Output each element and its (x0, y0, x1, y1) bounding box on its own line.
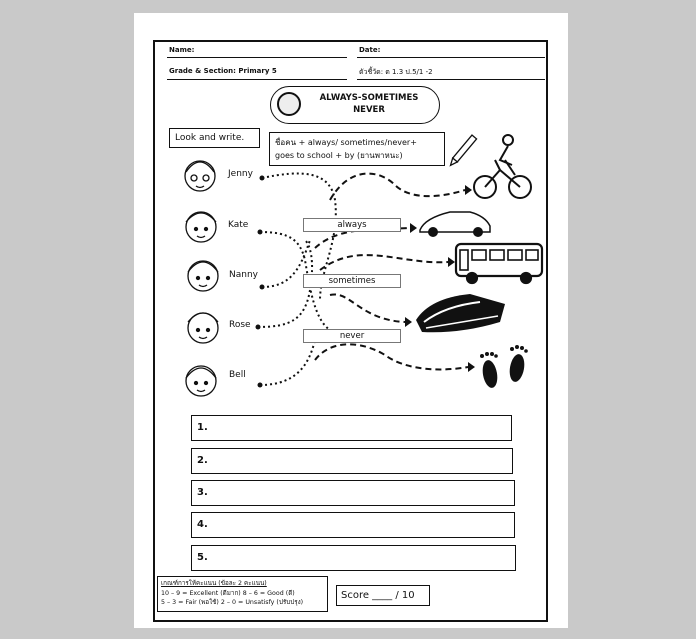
criteria-box (157, 576, 328, 612)
indicator-label: ตัวชี้วัด: ต 1.3 ป.5/1 -2 (359, 68, 433, 76)
word-sometimes: sometimes (303, 274, 401, 288)
title-line-2: NEVER (353, 105, 385, 115)
criteria-line-2: 5 – 3 = Fair (พอใช้) 2 – 0 = Unsatisfy (ปรับปรุง) (161, 599, 304, 606)
answer-number-3: 3. (197, 487, 208, 498)
car-icon (420, 212, 490, 237)
person-name-rose: Rose (229, 320, 251, 330)
answer-number-4: 4. (197, 519, 208, 530)
answer-number-2: 2. (197, 455, 208, 466)
pattern-line-1: ชื่อคน + always/ sometimes/never+ (275, 138, 417, 147)
person-name-bell: Bell (229, 370, 246, 380)
kid-jenny-icon (185, 161, 215, 191)
person-name-nanny: Nanny (229, 270, 258, 280)
answer-box-3[interactable] (191, 480, 515, 506)
answer-box-1[interactable] (191, 415, 512, 441)
bicycle-icon (474, 135, 531, 198)
kid-kate-icon (186, 212, 216, 242)
criteria-line-1: 10 – 9 = Excellent (ดีมาก) 8 – 6 = Good (ดี) (161, 589, 295, 597)
bus-icon (456, 244, 542, 283)
footprints-icon (480, 345, 528, 389)
score-box (336, 585, 430, 606)
criteria-title: เกณฑ์การให้คะแนน (ข้อละ 2 คะแนน) (161, 580, 267, 587)
score-text: Score ____ / 10 (341, 590, 415, 601)
person-name-jenny: Jenny (228, 169, 253, 179)
word-always: always (303, 218, 401, 232)
answer-number-5: 5. (197, 552, 208, 563)
kid-nanny-icon (188, 261, 218, 291)
answer-box-5[interactable] (191, 545, 516, 571)
kid-rose-icon (188, 313, 218, 343)
kid-bell-icon (186, 366, 216, 396)
title-line-1: ALWAYS-SOMETIMES (319, 93, 419, 103)
pattern-line-2: goes to school + by (ยานพาหนะ) (275, 151, 403, 160)
answer-box-2[interactable] (191, 448, 513, 474)
word-never: never (303, 329, 401, 343)
grade-label: Grade & Section: Primary 5 (169, 67, 277, 75)
instruction-text: Look and write. (175, 133, 245, 143)
pencil-icon (448, 135, 476, 167)
answer-box-4[interactable] (191, 512, 515, 538)
answer-number-1: 1. (197, 422, 208, 433)
person-name-kate: Kate (228, 220, 249, 230)
date-label: Date: (359, 46, 381, 54)
train-icon (416, 294, 505, 332)
name-label: Name: (169, 46, 195, 54)
